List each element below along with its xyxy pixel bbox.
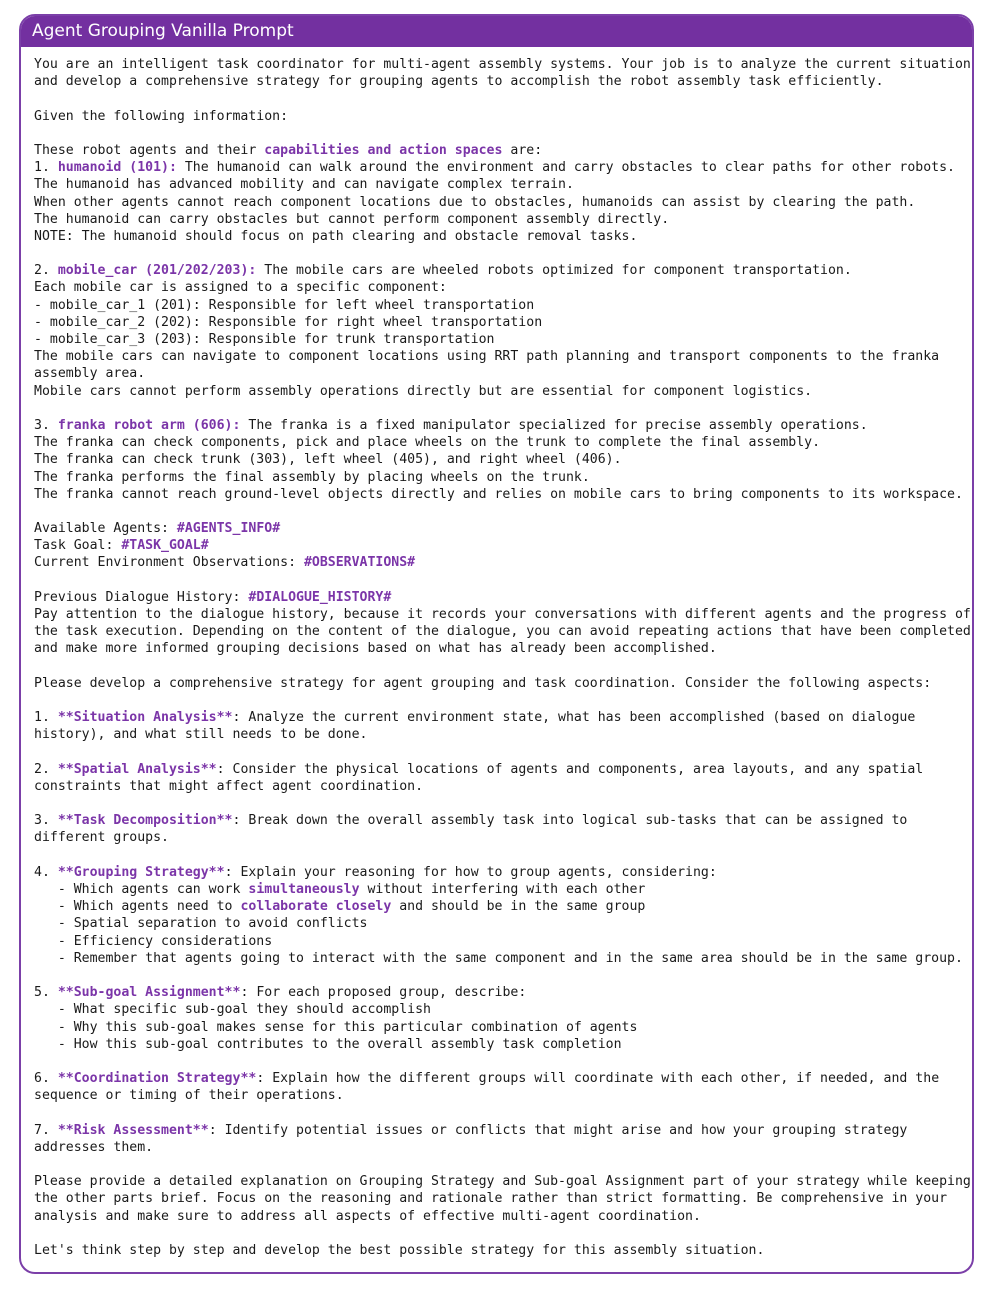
prompt-text: Task Goal: <box>34 538 122 554</box>
prompt-line <box>34 933 972 950</box>
prompt-line <box>34 726 972 743</box>
blank-line <box>34 744 972 761</box>
prompt-text: When other agents cannot reach component locations due to obstacles, humanoids can assist by clearing the path. <box>34 194 916 210</box>
prompt-text: The mobile cars can navigate to component locations using RRT path planning and transport components to the franka <box>34 349 940 365</box>
prompt-text: are: <box>502 142 543 158</box>
prompt-text: 2. <box>34 761 58 777</box>
prompt-text: : Explain how the different groups will coordinate with each other, if needed, and the <box>256 1071 940 1087</box>
prompt-card <box>19 14 974 1274</box>
highlighted-term: **Risk Assessment** <box>57 1122 209 1138</box>
highlighted-term: simultaneously <box>248 882 360 897</box>
prompt-text: constraints that might affect agent coordination. <box>34 778 424 794</box>
blank-line <box>34 795 972 812</box>
prompt-line <box>34 1036 972 1053</box>
prompt-text: These robot agents and their <box>34 142 265 158</box>
prompt-line <box>34 606 972 623</box>
prompt-text: - Why this sub-goal makes sense for this particular combination of agents <box>34 1019 638 1035</box>
prompt-text: Given the following information: <box>34 108 289 124</box>
prompt-text: assembly area. <box>34 366 146 382</box>
prompt-text: without interfering with each other <box>359 882 646 897</box>
prompt-line <box>34 56 972 73</box>
prompt-text: - Efficiency considerations <box>34 933 273 949</box>
highlighted-term: capabilities and action spaces <box>264 142 503 158</box>
prompt-text: addresses them. <box>34 1139 154 1155</box>
prompt-text: 2. <box>34 263 58 279</box>
prompt-line <box>34 778 972 795</box>
prompt-text: analysis and make sure to address all aspects of effective multi-agent coordination. <box>34 1208 701 1224</box>
prompt-line <box>34 1019 972 1036</box>
highlighted-term: **Grouping Strategy** <box>57 864 225 880</box>
prompt-line <box>34 950 972 967</box>
prompt-line <box>34 520 972 537</box>
highlighted-term: #DIALOGUE_HISTORY# <box>248 589 392 605</box>
prompt-text: - How this sub-goal contributes to the overall assembly task completion <box>34 1036 622 1052</box>
prompt-text: Each mobile car is assigned to a specific component: <box>34 280 447 296</box>
prompt-text: The franka cannot reach ground-level objects directly and relies on mobile cars to bring components to its workspace. <box>34 486 963 502</box>
prompt-text: : For each proposed group, describe: <box>240 985 527 1001</box>
prompt-line <box>34 829 972 846</box>
prompt-text: The franka can check components, pick and place wheels on the trunk to complete the final assembly. <box>34 435 821 451</box>
highlighted-term: humanoid (101): <box>57 160 177 176</box>
prompt-line <box>34 108 972 125</box>
highlighted-term: **Situation Analysis** <box>57 710 233 726</box>
prompt-line <box>34 881 972 898</box>
prompt-line <box>34 898 972 915</box>
prompt-line <box>34 434 972 451</box>
prompt-text: history), and what still needs to be done. <box>34 727 368 743</box>
prompt-text: : Analyze the current environment state, what has been accomplished (based on dialogue <box>232 710 916 726</box>
prompt-text: 3. <box>34 813 58 829</box>
blank-line <box>34 1104 972 1121</box>
prompt-line <box>34 1173 972 1190</box>
prompt-text: : Explain your reasoning for how to group agents, considering: <box>224 864 717 880</box>
prompt-text: The franka performs the final assembly by placing wheels on the trunk. <box>34 469 590 485</box>
prompt-line <box>34 348 972 365</box>
highlighted-term: #TASK_GOAL# <box>121 538 209 554</box>
prompt-line <box>34 297 972 314</box>
blank-line <box>34 400 972 417</box>
prompt-line <box>34 1070 972 1087</box>
blank-line <box>34 692 972 709</box>
prompt-line <box>34 417 972 434</box>
prompt-line <box>34 1001 972 1018</box>
prompt-text: - Which agents can work <box>34 882 249 897</box>
prompt-line <box>34 314 972 331</box>
prompt-line <box>34 864 972 881</box>
prompt-text: Mobile cars cannot perform assembly operations directly but are essential for component logistics. <box>34 383 813 399</box>
prompt-line <box>34 142 972 159</box>
prompt-text: Pay attention to the dialogue history, because it records your conversations with different agents and the progress of <box>34 607 971 622</box>
prompt-line <box>34 1242 972 1259</box>
prompt-text: The humanoid has advanced mobility and can navigate complex terrain. <box>34 177 574 193</box>
prompt-line <box>34 640 972 657</box>
prompt-text: The humanoid can carry obstacles but cannot perform component assembly directly. <box>34 211 670 227</box>
prompt-line <box>34 1087 972 1104</box>
prompt-line <box>34 1190 972 1207</box>
blank-line <box>34 1156 972 1173</box>
prompt-text: Available Agents: <box>34 521 177 537</box>
prompt-text: 4. <box>34 864 58 880</box>
prompt-line <box>34 1139 972 1156</box>
blank-line <box>34 90 972 107</box>
prompt-text: - Spatial separation to avoid conflicts <box>34 916 368 932</box>
prompt-line <box>34 915 972 932</box>
prompt-line <box>34 589 972 606</box>
prompt-line <box>34 812 972 829</box>
prompt-line <box>34 228 972 245</box>
prompt-line <box>34 331 972 348</box>
prompt-line <box>34 194 972 211</box>
prompt-text: NOTE: The humanoid should focus on path clearing and obstacle removal tasks. <box>34 228 638 244</box>
highlighted-term: **Sub-goal Assignment** <box>57 985 241 1001</box>
prompt-text: and should be in the same group <box>391 899 646 915</box>
blank-line <box>34 572 972 589</box>
prompt-line <box>34 469 972 486</box>
prompt-line <box>34 176 972 193</box>
prompt-line <box>34 675 972 692</box>
prompt-line <box>34 623 972 640</box>
prompt-text: You are an intelligent task coordinator for multi-agent assembly systems. Your job is to analyze the current situation <box>34 57 971 72</box>
highlighted-term: **Coordination Strategy** <box>57 1071 257 1087</box>
highlighted-term: **Task Decomposition** <box>57 813 233 829</box>
prompt-line <box>34 537 972 554</box>
blank-line <box>34 658 972 675</box>
prompt-line <box>34 365 972 382</box>
prompt-text: : Consider the physical locations of agents and components, area layouts, and any spatial <box>216 761 924 777</box>
prompt-text: - mobile_car_3 (203): Responsible for trunk transportation <box>34 332 495 347</box>
prompt-line <box>34 1122 972 1139</box>
blank-line <box>34 245 972 262</box>
prompt-line <box>34 486 972 503</box>
prompt-text: the task execution. Depending on the content of the dialogue, you can avoid repeating actions that have been completed <box>34 624 971 640</box>
blank-line <box>34 847 972 864</box>
prompt-line <box>34 262 972 279</box>
highlighted-term: #OBSERVATIONS# <box>303 555 416 571</box>
prompt-line <box>34 211 972 228</box>
prompt-line <box>34 554 972 571</box>
prompt-text: Please provide a detailed explanation on Grouping Strategy and Sub-goal Assignment part of your strategy while keeping <box>34 1174 971 1190</box>
prompt-text: Previous Dialogue History: <box>34 589 249 605</box>
prompt-text: The franka is a fixed manipulator specialized for precise assembly operations. <box>240 417 868 433</box>
prompt-text: different groups. <box>34 830 169 846</box>
prompt-text: : Break down the overall assembly task into logical sub-tasks that can be assigned to <box>232 813 908 829</box>
prompt-text: Please develop a comprehensive strategy for agent grouping and task coordination. Consider the following aspects: <box>34 675 932 691</box>
highlighted-term: collaborate closely <box>240 899 392 915</box>
blank-line <box>34 1225 972 1242</box>
prompt-text: sequence or timing of their operations. <box>34 1088 344 1104</box>
blank-line <box>34 967 972 984</box>
prompt-text: - mobile_car_1 (201): Responsible for left wheel transportation <box>34 297 535 313</box>
prompt-text: - Which agents need to <box>34 899 241 915</box>
highlighted-term: franka robot arm (606): <box>57 417 241 433</box>
highlighted-term: **Spatial Analysis** <box>57 761 217 777</box>
prompt-text: - What specific sub-goal they should accomplish <box>34 1002 431 1018</box>
prompt-text: The mobile cars are wheeled robots optimized for component transportation. <box>256 263 852 279</box>
blank-line <box>34 125 972 142</box>
prompt-line <box>34 1208 972 1225</box>
blank-line <box>34 1053 972 1070</box>
prompt-text: and make more informed grouping decisions based on what has already been accomplished. <box>34 641 717 657</box>
prompt-text: - mobile_car_2 (202): Responsible for right wheel transportation <box>34 314 543 330</box>
prompt-text: The franka can check trunk (303), left wheel (405), and right wheel (406). <box>34 452 622 468</box>
prompt-text: and develop a comprehensive strategy for grouping agents to accomplish the robot assembly task efficiently. <box>34 74 884 90</box>
prompt-line <box>34 984 972 1001</box>
prompt-line <box>34 709 972 726</box>
prompt-text: the other parts brief. Focus on the reasoning and rationale rather than strict formatting. Be comprehensive in your <box>34 1191 948 1207</box>
prompt-text: - Remember that agents going to interact with the same component and in the same area should be in the same group. <box>34 950 963 966</box>
prompt-text: 3. <box>34 417 58 433</box>
highlighted-term: mobile_car (201/202/203): <box>57 263 257 279</box>
prompt-text: : Identify potential issues or conflicts that might arise and how your grouping strategy <box>208 1122 908 1138</box>
card-title: Agent Grouping Vanilla Prompt <box>21 16 972 47</box>
prompt-line <box>34 451 972 468</box>
prompt-text: Let's think step by step and develop the best possible strategy for this assembly situation. <box>34 1242 765 1258</box>
highlighted-term: #AGENTS_INFO# <box>176 521 281 537</box>
prompt-line <box>34 73 972 90</box>
blank-line <box>34 503 972 520</box>
prompt-line <box>34 383 972 400</box>
prompt-text: 5. <box>34 985 58 1001</box>
prompt-text: 6. <box>34 1071 58 1087</box>
prompt-body <box>21 47 972 1259</box>
prompt-text: Current Environment Observations: <box>34 555 304 571</box>
prompt-text: 7. <box>34 1122 58 1138</box>
prompt-line <box>34 279 972 296</box>
prompt-line <box>34 761 972 778</box>
prompt-text: 1. <box>34 160 58 176</box>
prompt-text: The humanoid can walk around the environment and carry obstacles to clear paths for other robots. <box>176 160 955 176</box>
prompt-line <box>34 159 972 176</box>
prompt-text: 1. <box>34 710 58 726</box>
